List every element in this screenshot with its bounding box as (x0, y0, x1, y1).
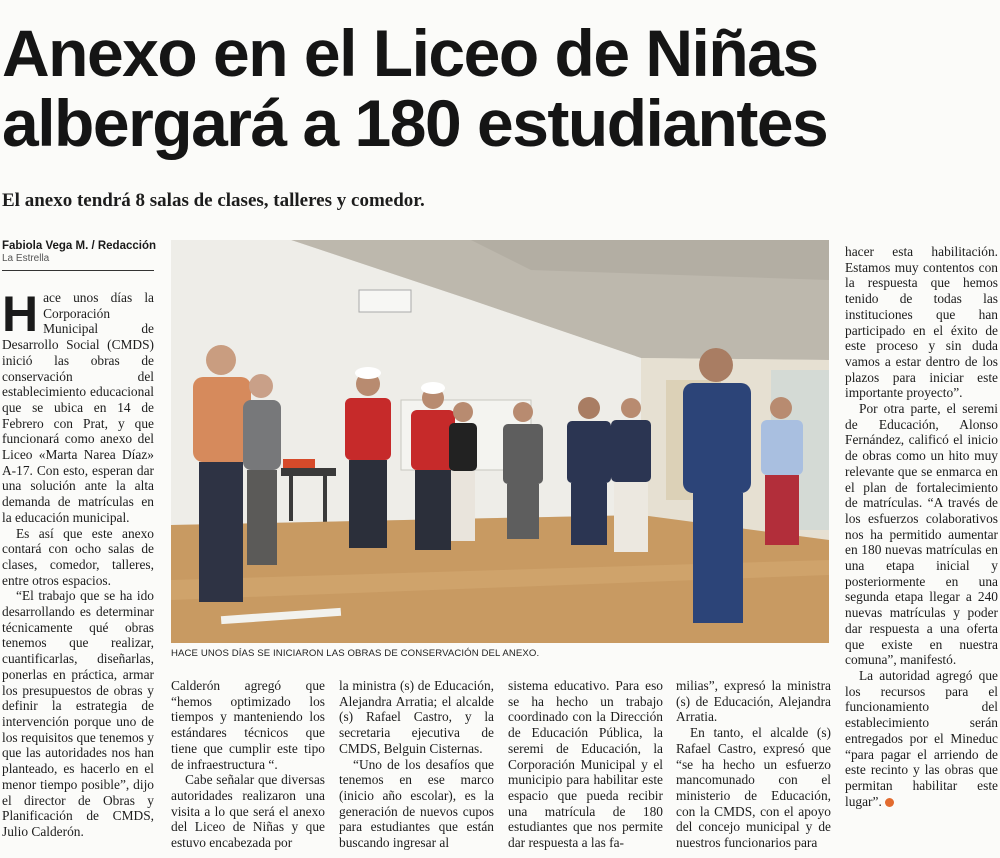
person (449, 423, 477, 471)
paragraph: “Uno de los desafíos que tenemos en ese marco (inicio año escolar), es la generación de nuevos cupos para estudiantes que están buscando ingresar al (339, 756, 494, 851)
column-4 (508, 678, 663, 851)
paragraph: la ministra (s) de Educación, Alejandra Arratia; el alcalde (s) Rafael Castro, y la secretaria ejecutiva de CMDS, Belguin Cisternas. (339, 678, 494, 756)
photo-caption: HACE UNOS DÍAS SE INICIARON LAS OBRAS DE CONSERVACIÓN DEL ANEXO. (171, 648, 540, 659)
drop-cap: H (2, 286, 39, 342)
column-2 (171, 678, 325, 851)
person (193, 377, 251, 462)
person (503, 424, 543, 484)
column-5 (676, 678, 831, 851)
headline-line-1: Anexo en el Liceo de Niñas (2, 16, 818, 90)
byline (2, 240, 157, 271)
paragraph (2, 286, 154, 526)
paragraph: “El trabajo que se ha ido desarrollando es determinar técnicamente qué obras tenemos que realizar, cuantificarlas, diseñarlas, ponerlas en práctica, armar los presupuestos de obras y definir la estrategia de intervención porque uno de los requisitos que tenemos y que las autoridades nos han planteado, es hacerlo en el menor tiempo posible”, dijo el director de Obras y Planificación de CMDS, Julio Calderón. (2, 588, 154, 839)
person (243, 400, 281, 470)
paragraph: Es así que este anexo contará con ocho salas de clases, comedor, talleres, entre otros espacios. (2, 525, 154, 588)
paragraph: En tanto, el alcalde (s) Rafael Castro, expresó que “se ha hecho un esfuerzo mancomunado con el ministerio de Educación, con la CMDS, con el apoyo del concejo municipal y de nuestros funcionarios para (676, 725, 831, 851)
person-head (206, 345, 236, 375)
column-3 (339, 678, 494, 851)
paragraph-text: ace unos días la Corporación Municipal de Desarrollo Social (CMDS) inició las obras de conservación del establecimiento educacional que se ubica en 14 de Febrero con Prat, y que funcionará como anexo del Liceo «Marta Narea Díaz» A-17. Con esto, esperan dar una solución ante la alta demanda de matrículas en la educación municipal. (2, 290, 154, 525)
person-blue-suit (683, 383, 751, 493)
photo-illustration (171, 240, 829, 643)
headline (2, 18, 992, 158)
headline-line-2: albergará a 180 estudiantes (2, 86, 828, 160)
air-conditioner (359, 290, 411, 312)
column-6 (845, 244, 998, 809)
column-1 (2, 286, 154, 840)
hard-hat (355, 367, 381, 379)
paragraph: Cabe señalar que diversas autoridades realizaron una visita a lo que será el anexo del Liceo de Niñas y que estuvo encabezada por (171, 772, 325, 851)
outlet: La Estrella (2, 253, 50, 264)
paragraph: Calderón agregó que “hemos optimizado los tiempos y manteniendo los estándares técnicos que tiene que cumplir este tipo de infraestructura “. (171, 678, 325, 772)
person-navy-vest (567, 421, 611, 483)
author: Fabiola Vega M. / Redacción (2, 240, 157, 252)
paragraph: hacer esta habilitación. Estamos muy contentos con la respuesta que hemos tenido de todas las instituciones que han participado en el éxito de este proceso y sin duda vamos a estar dentro de los plazos para iniciar este importante proyecto”. (845, 244, 998, 401)
byline-rule (2, 270, 154, 271)
subtitle: El anexo tendrá 8 salas de clases, talleres y comedor. (2, 190, 425, 211)
red-box (283, 459, 315, 468)
person-red-vest (345, 398, 391, 460)
article-photo (171, 240, 829, 643)
person-head (699, 348, 733, 382)
paragraph-text: La autoridad agregó que los recursos para el funcionamiento del establecimiento serán entregados por el Mineduc “para pagar el arriendo de este recinto y las obras que permitan habilitar este lugar”. (845, 667, 998, 809)
table (281, 468, 336, 476)
paragraph: sistema educativo. Para eso se ha hecho un trabajo coordinado con la Dirección de Educación Pública, la seremi de Educación, la Corporación Municipal y el municipio para habilitar este espacio que pueda recibir una matrícula de 180 estudiantes que nos permite dar respuesta a las fa- (508, 678, 663, 851)
person (761, 420, 803, 475)
paragraph (845, 668, 998, 809)
end-of-article-dot-icon (885, 798, 894, 807)
person-navy-vest (611, 420, 651, 482)
person-red-vest (411, 410, 455, 470)
paragraph: Por otra parte, el seremi de Educación, Alonso Fernández, calificó el inicio de obras como un hito muy relevante que se enmarca en el plan de fortalecimiento de matrículas. “A través de los esfuerzos colaborativos nos ha permitido aumentar en 180 nuevas matrículas en una etapa inicial y posteriormente en una segunda etapa llegar a 240 nuevas matrículas y poder dar respuesta a una oferta que existe en nuestra comuna”, manifestó. (845, 401, 998, 668)
paragraph: milias”, expresó la ministra (s) de Educación, Alejandra Arratia. (676, 678, 831, 725)
